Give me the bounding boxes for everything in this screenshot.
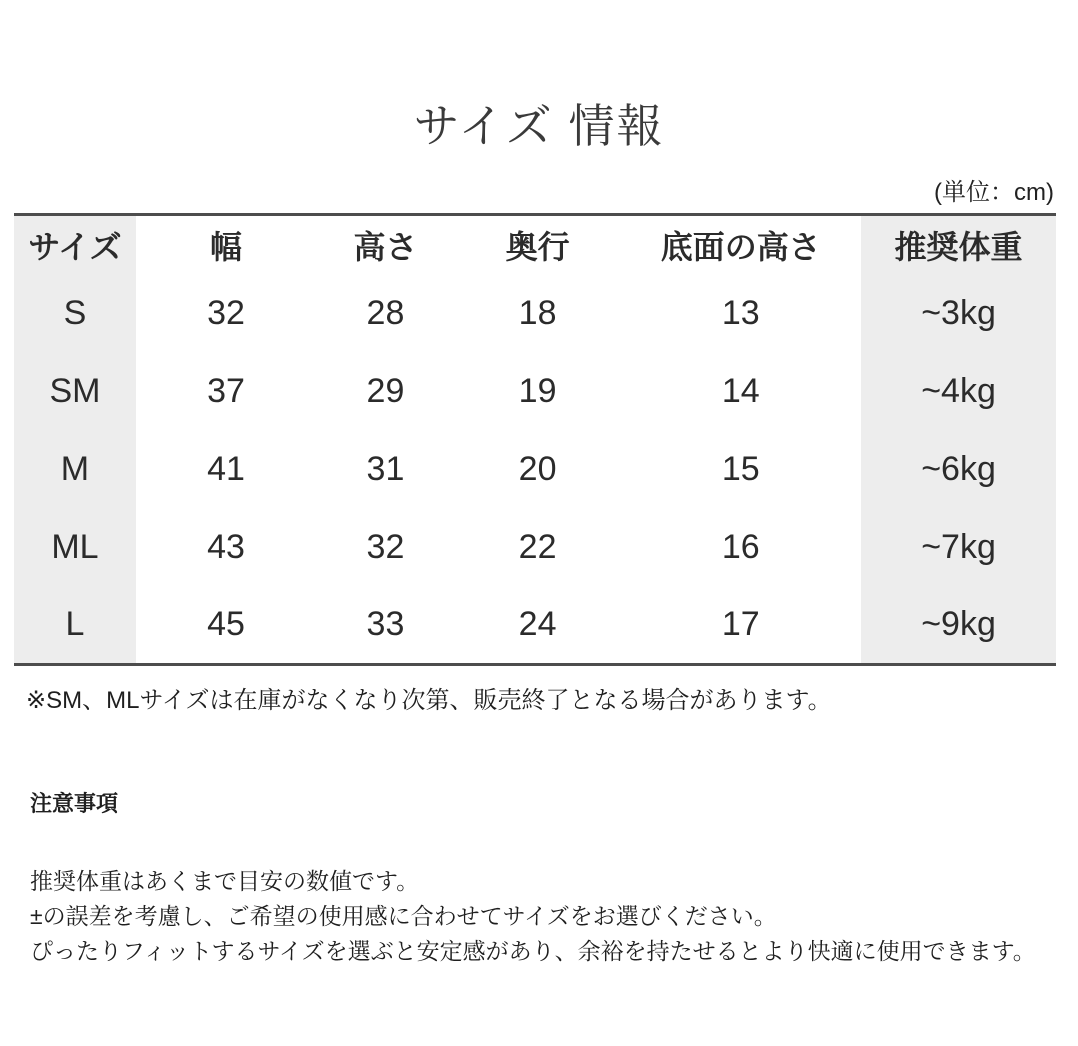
cell-depth: 19 [518, 372, 557, 410]
cell-width: 41 [207, 450, 245, 488]
cell-height: 31 [366, 450, 405, 488]
cell-base-height: 16 [721, 528, 760, 566]
column-header-depth: 奥行 [505, 229, 570, 266]
cell-size: S [14, 275, 136, 353]
cell-height: 32 [366, 528, 405, 566]
cell-weight: ~7kg [861, 509, 1056, 587]
notice-line-1: 推奨体重はあくまで目安の数値です。 [30, 868, 420, 894]
column-header-size: サイズ [14, 215, 136, 275]
cell-base-height: 17 [721, 605, 760, 644]
cell-size: M [14, 431, 136, 509]
size-table [14, 213, 1056, 666]
cell-weight: ~6kg [861, 431, 1056, 509]
cell-weight: ~4kg [861, 353, 1056, 431]
cell-width: 37 [207, 372, 245, 410]
cell-width: 32 [207, 294, 245, 332]
table-row-m [14, 431, 1056, 509]
notice-lines [30, 864, 1078, 969]
cell-size: L [14, 587, 136, 665]
table-row-ml [14, 509, 1056, 587]
page-title: サイズ 情報 [413, 100, 665, 152]
cell-height: 28 [366, 294, 405, 332]
cell-depth: 20 [518, 450, 557, 488]
table-row-s [14, 275, 1056, 353]
cell-depth: 18 [518, 294, 557, 332]
table-header-row [14, 215, 1056, 275]
cell-base-height: 14 [721, 372, 760, 410]
column-header-height: 高さ [353, 229, 418, 266]
column-header-base-height: 底面の高さ [660, 229, 821, 266]
cell-width: 45 [207, 605, 245, 644]
cell-height: 29 [366, 372, 405, 410]
cell-size: ML [14, 509, 136, 587]
stock-footnote: ※SM、MLサイズは在庫がなくなり次第、販売終了となる場合があります。 [26, 687, 832, 714]
notice-line-2: ±の誤差を考慮し、ご希望の使用感に合わせてサイズをお選びください。 [30, 903, 777, 929]
cell-height: 33 [366, 605, 405, 644]
cell-weight: ~3kg [861, 275, 1056, 353]
table-row-sm [14, 353, 1056, 431]
cell-width: 43 [207, 528, 245, 566]
cell-depth: 24 [518, 605, 557, 644]
notice-heading: 注意事項 [30, 791, 119, 816]
notice-line-3: ぴったりフィットするサイズを選ぶと安定感があり、余裕を持たせるとより快適に使用できます。 [30, 938, 1036, 964]
cell-base-height: 15 [721, 450, 760, 488]
table-row-l [14, 587, 1056, 665]
cell-weight: ~9kg [861, 587, 1056, 665]
unit-label: (単位：cm) [934, 179, 1054, 206]
cell-depth: 22 [518, 528, 557, 566]
column-header-width: 幅 [210, 229, 243, 266]
cell-base-height: 13 [721, 294, 760, 332]
column-header-recommended-weight: 推奨体重 [861, 215, 1056, 275]
cell-size: SM [14, 353, 136, 431]
